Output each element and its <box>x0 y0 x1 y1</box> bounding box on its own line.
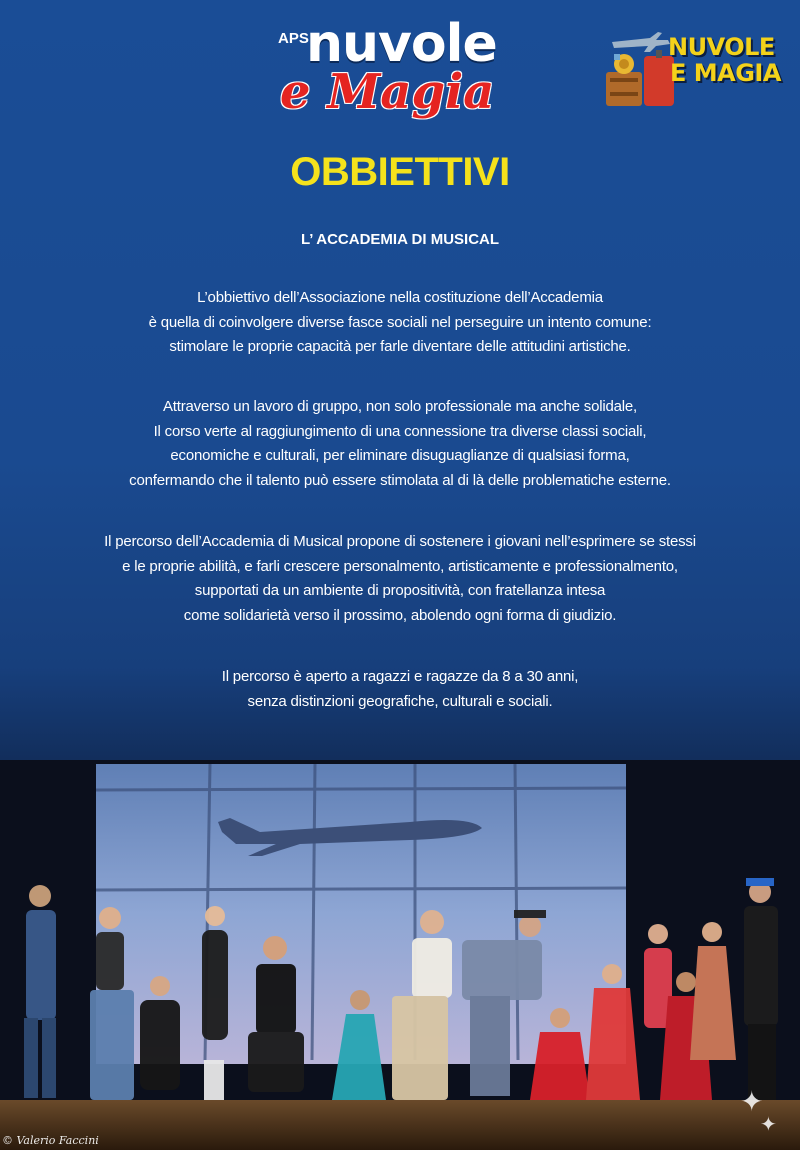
text-line: come solidarietà verso il prossimo, abolendo ogni forma di giudizio. <box>183 606 617 624</box>
text-line: Attraverso un lavoro di gruppo, non solo professionale ma anche solidale, <box>162 398 638 415</box>
text-line: economiche e culturali, per eliminare disuguaglianze di qualsiasi forma, <box>170 447 630 464</box>
sparkle-icon: ✦ <box>740 1086 764 1117</box>
logo-word-e-magia: e Magia <box>280 64 495 120</box>
page-title: OBBIETTIVI <box>290 150 510 194</box>
text-line: L’obbiettivo dell’Associazione nella costituzione dell’Accademia <box>197 289 603 306</box>
stage-photo <box>0 760 800 1150</box>
paragraph-2 <box>0 395 800 493</box>
text-line: supportati da un ambiente di propositività, con fratellanza intesa <box>194 582 606 599</box>
paragraph-3 <box>0 530 800 628</box>
paragraph-4 <box>0 665 800 714</box>
photo-credit: © Valerio Faccini <box>2 1134 99 1147</box>
text-line: Il corso verte al raggiungimento di una connessione tra diverse classi sociali, <box>153 422 647 440</box>
side-logo-line1: NUVOLE <box>668 33 775 61</box>
text-line: e le proprie abilità, e farli crescere personalmento, artisticamente e professionalmento, <box>122 557 678 575</box>
text-line: Il percorso è aperto a ragazzi e ragazze da 8 a 30 anni, <box>221 668 579 685</box>
logo-word-nuvole: nuvole <box>306 14 497 74</box>
text-line: è quella di coinvolgere diverse fasce sociali nel perseguire un intento comune: <box>148 313 652 331</box>
text-line: stimolare le proprie capacità per farle diventare delle attitudini artistiche. <box>169 338 631 355</box>
paragraph-1 <box>0 286 800 360</box>
nuvole-e-magia-logo <box>270 14 510 133</box>
logo-aps-text: APS <box>278 30 309 47</box>
text-line: Il percorso dell’Accademia di Musical propone di sostenere i giovani nell’esprimere se stessi <box>104 533 696 550</box>
side-logo <box>604 28 794 114</box>
section-subtitle: L’ ACCADEMIA DI MUSICAL <box>300 231 500 248</box>
text-line: confermando che il talento può essere stimolata al di là delle problematiche esterne. <box>129 471 671 489</box>
side-logo-line2: E MAGIA <box>670 59 781 87</box>
travel-suitcase-plane-icon <box>604 28 676 110</box>
sparkle-icon: ✦ <box>760 1114 777 1136</box>
text-line: senza distinzioni geografiche, culturali e sociali. <box>247 692 553 710</box>
